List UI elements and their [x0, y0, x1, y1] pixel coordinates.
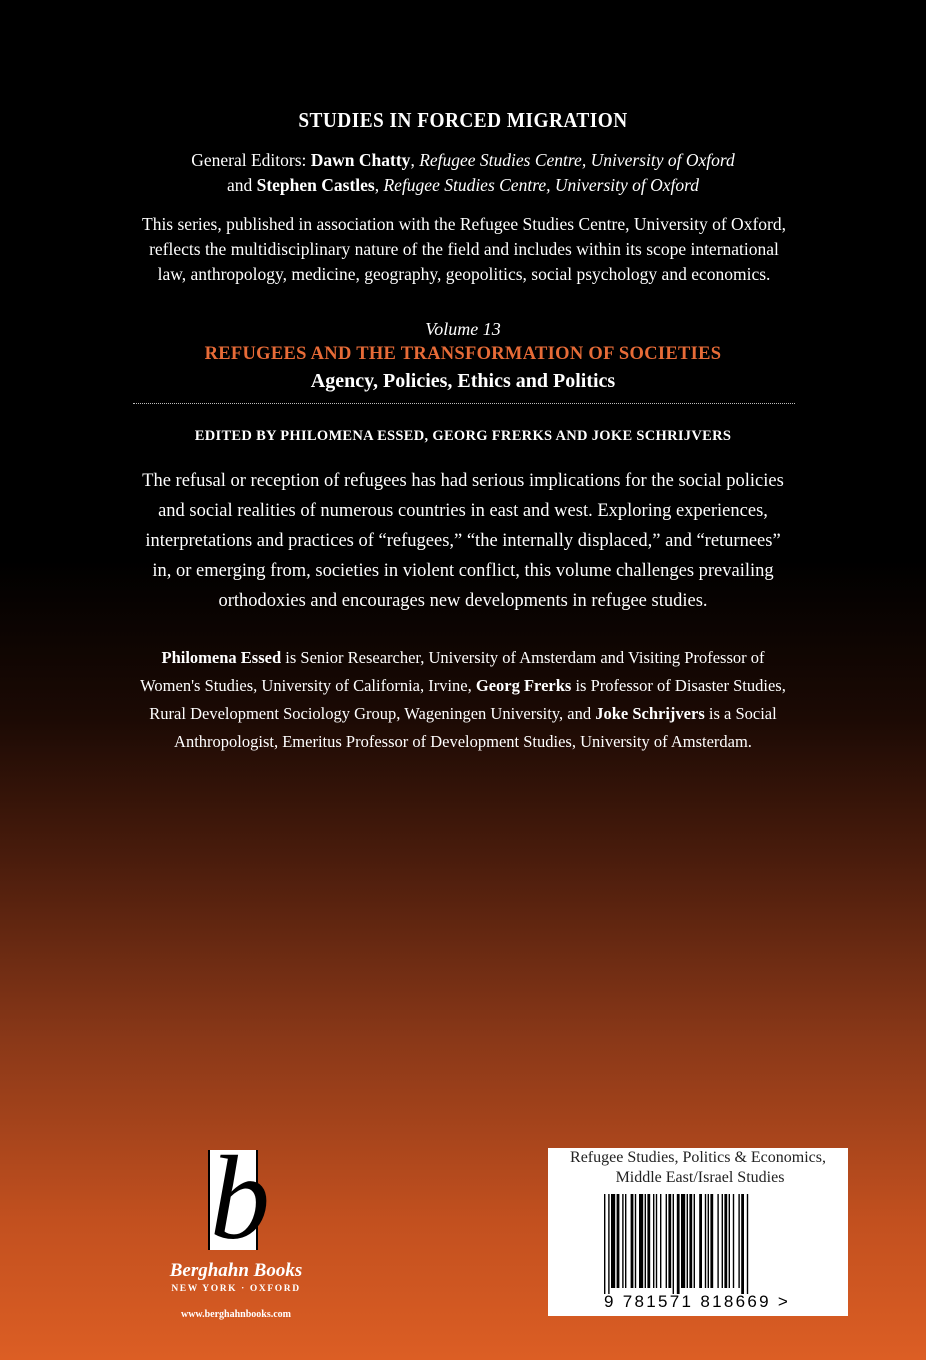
barcode-bar [741, 1194, 744, 1294]
barcode-bar [710, 1194, 713, 1288]
edited-by: EDITED BY PHILOMENA ESSED, GEORG FRERKS AND JOKE SCHRIJVERS [194, 428, 732, 444]
barcode-bar [699, 1194, 702, 1288]
barcode-bar [617, 1194, 620, 1288]
bio-name-frerks: Georg Frerks [475, 676, 572, 695]
blurb-line: interpretations and practices of “refugees,” “the internally displaced,” and “returnees” [145, 531, 781, 551]
barcode-bar [660, 1194, 661, 1288]
isbn-digits: 9 781571 818669 > [604, 1292, 791, 1311]
series-description-line: law, anthropology, medicine, geography, geopolitics, social psychology and economics. [157, 264, 771, 284]
book-subtitle: Agency, Policies, Ethics and Politics [310, 370, 616, 392]
barcode-bar [694, 1194, 695, 1288]
barcode-bar [668, 1194, 671, 1288]
editor2-prefix: and [226, 175, 257, 195]
barcode-bar [687, 1194, 688, 1288]
barcode-bar [631, 1194, 634, 1288]
book-blurb [0, 466, 926, 616]
barcode-bar [656, 1194, 657, 1288]
editors-bio [0, 644, 926, 756]
barcode-bar [733, 1194, 734, 1288]
publisher-name: Berghahn Books [169, 1260, 303, 1281]
barcode-bar [747, 1194, 748, 1294]
publisher-cities: NEW YORK · OXFORD [171, 1284, 301, 1294]
publisher-logo [208, 1131, 270, 1264]
bio-name-essed: Philomena Essed [161, 648, 282, 667]
bio-text: Women's Studies, University of California, Irvine, [140, 676, 476, 695]
barcode-bar [724, 1194, 727, 1288]
barcode-bar [705, 1194, 706, 1288]
barcode-bar [666, 1194, 667, 1288]
editor-line-1: General Editors: Dawn Chatty, Refugee Studies Centre, University of Oxford [191, 150, 735, 170]
barcode-bar [647, 1194, 650, 1288]
series-editors [0, 148, 926, 198]
barcode-icon [604, 1194, 794, 1294]
blurb-line: and social realities of numerous countries in east and west. Exploring experiences, [158, 501, 768, 521]
barcode-bar [738, 1194, 739, 1288]
series-title: STUDIES IN FORCED MIGRATION [298, 108, 628, 132]
series-description-line: reflects the multidisciplinary nature of the field and includes within its scope international [149, 239, 779, 259]
bio-name-schrijvers: Joke Schrijvers [595, 704, 705, 723]
blurb-line: orthodoxies and encourages new developments in refugee studies. [218, 591, 708, 611]
barcode-bar [611, 1194, 615, 1288]
bio-text: is a Social [704, 704, 777, 723]
series-description [136, 212, 792, 287]
barcode-bar [681, 1194, 685, 1288]
bio-text: is Senior Researcher, University of Amsterdam and Visiting Professor of [281, 648, 765, 667]
barcode-bar [722, 1194, 723, 1288]
barcode-bar [677, 1194, 680, 1294]
bio-line-3 [0, 700, 926, 728]
barcode-panel [548, 1148, 848, 1316]
barcode-bar [653, 1194, 654, 1288]
editors-prefix: General Editors: [191, 150, 311, 170]
blurb-line: in, or emerging from, societies in violent conflict, this volume challenges prevailing [152, 561, 774, 581]
publisher-logo-letter: b [210, 1131, 270, 1264]
publisher-url: www.berghahnbooks.com [180, 1309, 292, 1320]
barcode-bar [604, 1194, 605, 1294]
subject-category-line-1: Refugee Studies, Politics & Economics, [570, 1149, 826, 1166]
editor1-affiliation: Refugee Studies Centre, University of Oxford [419, 150, 735, 170]
editor2-name: Stephen Castles [256, 175, 375, 195]
editor1-name: Dawn Chatty [310, 150, 411, 170]
bio-text: Rural Development Sociology Group, Wageningen University, and [149, 704, 596, 723]
barcode-bar [689, 1194, 692, 1288]
dotted-divider [133, 403, 795, 404]
bio-text: Anthropologist, Emeritus Professor of Development Studies, University of Amsterdam. [174, 732, 752, 751]
barcode-bar [639, 1194, 643, 1288]
editor-line-2: and Stephen Castles, Refugee Studies Centre, University of Oxford [226, 175, 700, 195]
blurb-line: The refusal or reception of refugees has had serious implications for the social policies [142, 471, 784, 491]
subject-category-line-2: Middle East/Israel Studies [615, 1169, 785, 1186]
bio-line-1 [0, 644, 926, 672]
book-title: REFUGEES AND THE TRANSFORMATION OF SOCIETIES [204, 344, 722, 364]
barcode-bar [717, 1194, 718, 1288]
bio-line-4 [0, 728, 926, 756]
series-description-line: This series, published in association with the Refugee Studies Centre, University of Oxford, [142, 214, 786, 234]
barcode-bar [708, 1194, 709, 1288]
bio-text: is Professor of Disaster Studies, [571, 676, 786, 695]
volume-number: Volume 13 [425, 319, 501, 339]
barcode-bar [635, 1194, 636, 1288]
barcode-bar [625, 1194, 626, 1288]
editor2-affiliation: Refugee Studies Centre, University of Oxford [383, 175, 700, 195]
barcode-bar [608, 1194, 609, 1294]
barcode-bar [622, 1194, 623, 1288]
bio-line-2 [0, 672, 926, 700]
barcode-bar [673, 1194, 674, 1294]
barcode-bar [645, 1194, 646, 1288]
barcode-bar [729, 1194, 730, 1288]
